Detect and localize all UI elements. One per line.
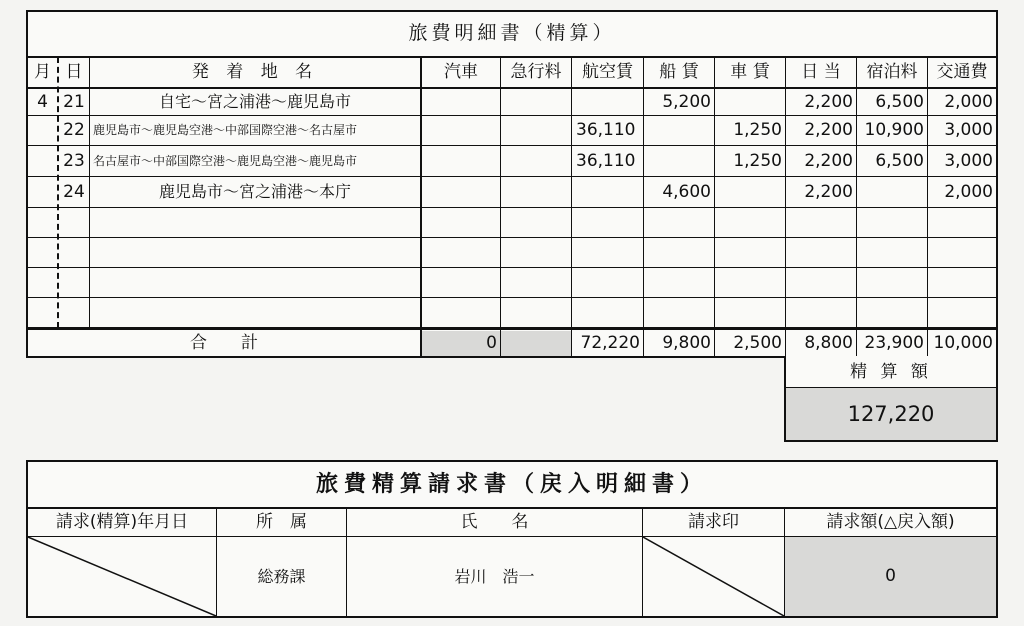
totals-ship-fare: 9,800: [662, 333, 711, 353]
claim-date-value: [28, 537, 216, 616]
row4-route: 鹿児島市〜宮之浦港〜本庁: [158, 182, 351, 201]
settlement-label: 精 算 額: [850, 362, 932, 382]
row2-transport: 3,000: [944, 120, 993, 140]
row3-transport: 3,000: [944, 151, 993, 171]
header-car-fare: 車 賃: [730, 62, 770, 82]
row3-airfare: 36,110: [576, 151, 636, 171]
row1-transport: 2,000: [944, 92, 993, 112]
header-route: 発 着 地 名: [191, 62, 319, 82]
claim-name-value: 岩川 浩一: [454, 567, 535, 586]
totals-transport: 10,000: [933, 333, 993, 353]
claim-dept-value: 総務課: [257, 567, 306, 586]
row4-daily: 2,200: [804, 182, 853, 202]
claim-seal-value: [643, 537, 784, 616]
row1-month: 4: [37, 92, 48, 112]
detail-title: 旅費明細書（精算）: [408, 22, 616, 44]
claim-header-date: 請求(精算)年月日: [55, 512, 189, 532]
totals-steam-train: 0: [486, 333, 497, 353]
row2-airfare: 36,110: [576, 120, 636, 140]
row1-day: 21: [63, 92, 85, 112]
totals-car-fare: 2,500: [733, 333, 782, 353]
row4-ship-fare: 4,600: [662, 182, 711, 202]
totals-airfare: 72,220: [580, 333, 640, 353]
row1-airfare: [572, 89, 643, 115]
header-daily: 日 当: [801, 62, 841, 82]
row2-daily: 2,200: [804, 120, 853, 140]
row3-route: 名古屋市〜中部国際空港〜鹿児島空港〜鹿児島市: [93, 154, 358, 168]
row3-lodging: 6,500: [875, 151, 924, 171]
header-steam-train: 汽車: [444, 62, 478, 82]
totals-daily: 8,800: [804, 333, 853, 353]
claim-header-name: 氏 名: [460, 512, 529, 532]
row2-route: 鹿児島市〜鹿児島空港〜中部国際空港〜名古屋市: [93, 123, 358, 137]
claim-header-seal: 請求印: [688, 512, 739, 532]
row1-lodging: 6,500: [875, 92, 924, 112]
claim-header-amount: 請求額(△戻入額): [826, 512, 955, 532]
header-day: 日: [65, 62, 83, 82]
header-express-fee: 急行料: [510, 62, 562, 82]
header-month: 月: [34, 62, 51, 82]
row3-car-fare: 1,250: [733, 151, 782, 171]
header-ship-fare: 船 賃: [659, 62, 699, 82]
settlement-value: 127,220: [847, 402, 935, 426]
row3-daily: 2,200: [804, 151, 853, 171]
row4-day: 24: [63, 182, 85, 202]
totals-lodging: 23,900: [864, 333, 924, 353]
claim-title: 旅費精算請求書（戻入明細書）: [315, 472, 708, 497]
row2-lodging: 10,900: [864, 120, 924, 140]
header-transport: 交通費: [936, 62, 988, 82]
row1-daily: 2,200: [804, 92, 853, 112]
claim-header-dept: 所 属: [256, 512, 307, 532]
row1-ship-fare: 5,200: [662, 92, 711, 112]
row1-route: 自宅〜宮之浦港〜鹿児島市: [158, 92, 351, 111]
row1-car-fare: [715, 89, 785, 115]
row3-day: 23: [63, 151, 85, 171]
totals-express-fee: [501, 331, 571, 356]
header-airfare: 航空賃: [582, 62, 633, 82]
row4-transport: 2,000: [944, 182, 993, 202]
header-lodging: 宿泊料: [866, 62, 918, 82]
claim-amount-value: 0: [885, 566, 896, 586]
row2-car-fare: 1,250: [733, 120, 782, 140]
totals-label: 合 計: [190, 333, 258, 353]
row2-day: 22: [63, 120, 85, 140]
